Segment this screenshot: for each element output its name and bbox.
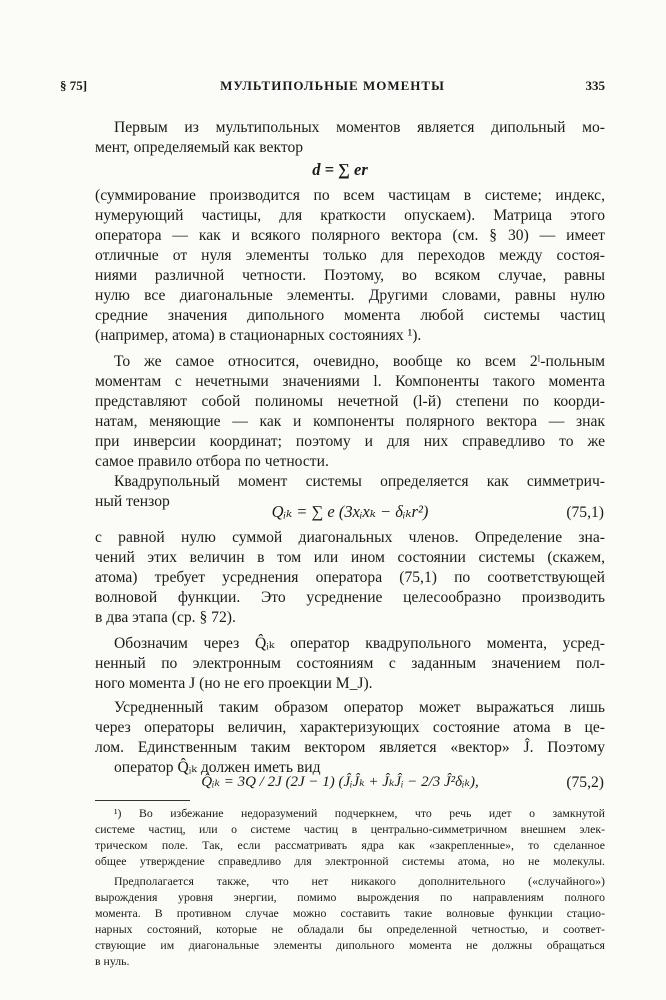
- footnote-line: общее утверждение справедливо для электронной системы атома, но не молекулы.: [95, 854, 605, 868]
- text-line: моментам с нечетными значениями l. Компоненты такого момента: [95, 373, 605, 390]
- text-line: чений этих величин в том или ином состоянии системы (скажем,: [95, 549, 605, 566]
- running-header: [60, 78, 605, 98]
- text-line: Первым из мультипольных моментов является дипольный мо-: [114, 119, 605, 136]
- text-line: ный тензор: [95, 493, 170, 510]
- text-line: ненный по электронным состояниям с заданным значением пол-: [95, 655, 605, 672]
- text-line: натам, меняющие — как и компоненты полярного вектора — знак: [95, 413, 605, 430]
- footnote-line: вырождения уровня энергии, помимо вырождения по направлениям полного: [95, 890, 605, 904]
- text-line: в два этапа (ср. § 72).: [95, 609, 236, 626]
- text-line: через операторы величин, характеризующих состояние атома в це-: [95, 719, 605, 736]
- text-line: самое правило отбора по четности.: [95, 453, 329, 470]
- footnote-line: момента. В противном случае можно составить такие волновые функции стацио-: [95, 906, 605, 920]
- footnote-line: в нуль.: [95, 954, 130, 968]
- text-line: средние значения дипольного момента любой системы частиц: [95, 307, 605, 324]
- text-line: ниями различной четности. Поэтому, во всяком случае, равны: [95, 267, 605, 284]
- section-number: § 75]: [60, 78, 88, 93]
- text-line: нулю все диагональные элементы. Другими словами, равны нулю: [95, 287, 605, 304]
- footnote-line: нарных состояний, которые не обладали бы определенной четностью, и соответ-: [95, 922, 605, 936]
- text-line: ного момента J (но не его проекции M_J).: [95, 675, 373, 692]
- text-line: нумерующий частицы, для краткости опускаем). Матрица этого: [95, 207, 605, 224]
- equation-number: (75,2): [566, 774, 604, 791]
- text-line: лом. Единственным таким вектором является «вектор» Ĵ. Поэтому: [95, 739, 605, 756]
- text-line: атома) требует усреднения оператора (75,1) по соответствующей: [95, 569, 605, 586]
- text-line: мент, определяемый как вектор: [95, 139, 304, 156]
- text-line: Усредненный таким образом оператор может выражаться лишь: [114, 699, 605, 716]
- operator-equation: Q̂ᵢₖ = 3Q / 2J (2J − 1) (ĴᵢĴₖ + ĴₖĴᵢ − 2/3 Ĵ²δᵢₖ),: [201, 774, 479, 790]
- text-line: при инверсии координат; поэтому и для них справедливо то же: [95, 433, 605, 450]
- text-line: с равной нулю суммой диагональных членов. Определение зна-: [95, 529, 605, 546]
- text-line: представляют собой полиномы нечетной (l-й) степени по коорди-: [95, 393, 605, 410]
- footnote-rule: [95, 800, 190, 801]
- footnote-line: системе частиц, или о системе частиц в центрально-симметричном внешнем элек-: [95, 822, 605, 836]
- footnote-line: Предполагается также, что нет никакого дополнительного («случайного»): [114, 874, 605, 888]
- text-line: (суммирование производится по всем частицам в системе; индекс,: [95, 187, 605, 204]
- text-line: Обозначим через Q̂ᵢₖ оператор квадрупольного момента, усред-: [114, 635, 605, 652]
- equation-number: (75,1): [566, 504, 604, 521]
- text-line: То же самое относится, очевидно, вообще ко всем 2ˡ-польным: [114, 353, 605, 370]
- page-number: 335: [585, 78, 605, 93]
- text-line: отличные от нуля элементы только для переходов между состоя-: [95, 247, 605, 264]
- text-line: волновой функции. Это усреднение целесообразно производить: [95, 589, 605, 606]
- footnote-line: ¹) Во избежание недоразумений подчеркнем, что речь идет о замкнутой: [114, 806, 605, 820]
- chapter-title: МУЛЬТИПОЛЬНЫЕ МОМЕНТЫ: [220, 78, 445, 93]
- text-line: (например, атома) в стационарных состояниях ¹).: [95, 327, 422, 344]
- footnote-line: ствующие им диагональные элементы дипольного момента не должны обращаться: [95, 938, 605, 952]
- text-line: оператор Q̂ᵢₖ должен иметь вид: [114, 759, 321, 776]
- quadrupole-equation: Qᵢₖ = ∑ e (3xᵢxₖ − δᵢₖr²): [271, 502, 429, 521]
- text-line: Квадрупольный момент системы определяется как симметрич-: [114, 473, 605, 490]
- footnote-line: трическом поле. Так, если рассматривать ядра как «закрепленные», то сделанное: [95, 838, 605, 852]
- dipole-equation: d = ∑ er: [312, 160, 368, 179]
- text-line: оператора — как и всякого полярного вектора (см. § 30) — имеет: [95, 227, 605, 244]
